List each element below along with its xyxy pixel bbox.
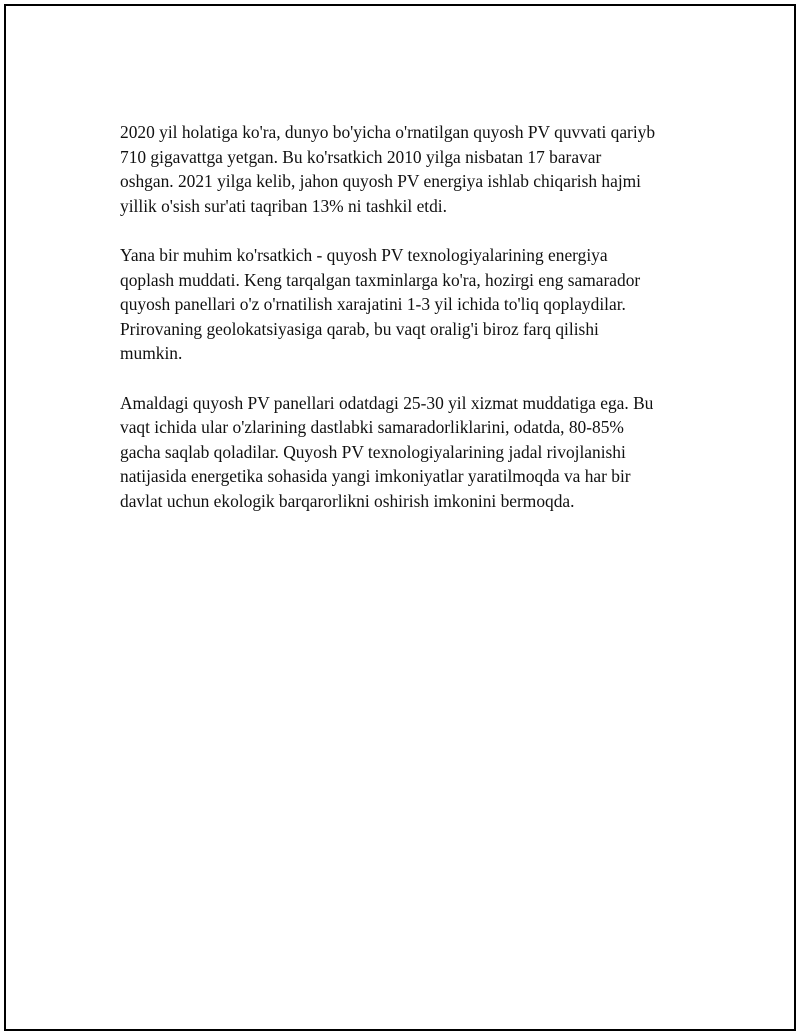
text-line: Amaldagi quyosh PV panellari odatdagi 25-30 yil xizmat muddatiga ega. Bu	[120, 392, 654, 413]
text-line: Yana bir muhim ko'rsatkich - quyosh PV texnologiyalarining energiya	[120, 244, 608, 265]
page-frame	[4, 4, 796, 1031]
text-line: Prirovaning geolokatsiyasiga qarab, bu vaqt oralig'i biroz farq qilishi	[120, 318, 599, 339]
text-line: quyosh panellari o'z o'rnatilish xarajatini 1-3 yil ichida to'liq qoplaydilar.	[120, 294, 626, 315]
document-body	[120, 120, 700, 538]
text-line: gacha saqlab qoladilar. Quyosh PV texnologiyalarining jadal rivojlanishi	[120, 441, 626, 462]
text-line: yillik o'sish sur'ati taqriban 13% ni tashkil etdi.	[120, 195, 447, 216]
text-line: davlat uchun ekologik barqarorlikni oshirish imkonini bermoqda.	[120, 490, 575, 511]
text-line: mumkin.	[120, 343, 183, 364]
text-line: 710 gigavattga yetgan. Bu ko'rsatkich 2010 yilga nisbatan 17 baravar	[120, 146, 602, 167]
text-line: vaqt ichida ular o'zlarining dastlabki samaradorliklarini, odatda, 80-85%	[120, 417, 624, 438]
text-line: qoplash muddati. Keng tarqalgan taxminlarga ko'ra, hozirgi eng samarador	[120, 269, 641, 290]
paragraph-2	[120, 243, 700, 366]
text-line: 2020 yil holatiga ko'ra, dunyo bo'yicha o'rnatilgan quyosh PV quvvati qariyb	[120, 122, 656, 142]
text-line: natijasida energetika sohasida yangi imkoniyatlar yaratilmoqda va har bir	[120, 466, 631, 487]
paragraph-1	[120, 120, 700, 218]
text-line: oshgan. 2021 yilga kelib, jahon quyosh PV energiya ishlab chiqarish hajmi	[120, 171, 642, 192]
paragraph-3	[120, 391, 700, 514]
